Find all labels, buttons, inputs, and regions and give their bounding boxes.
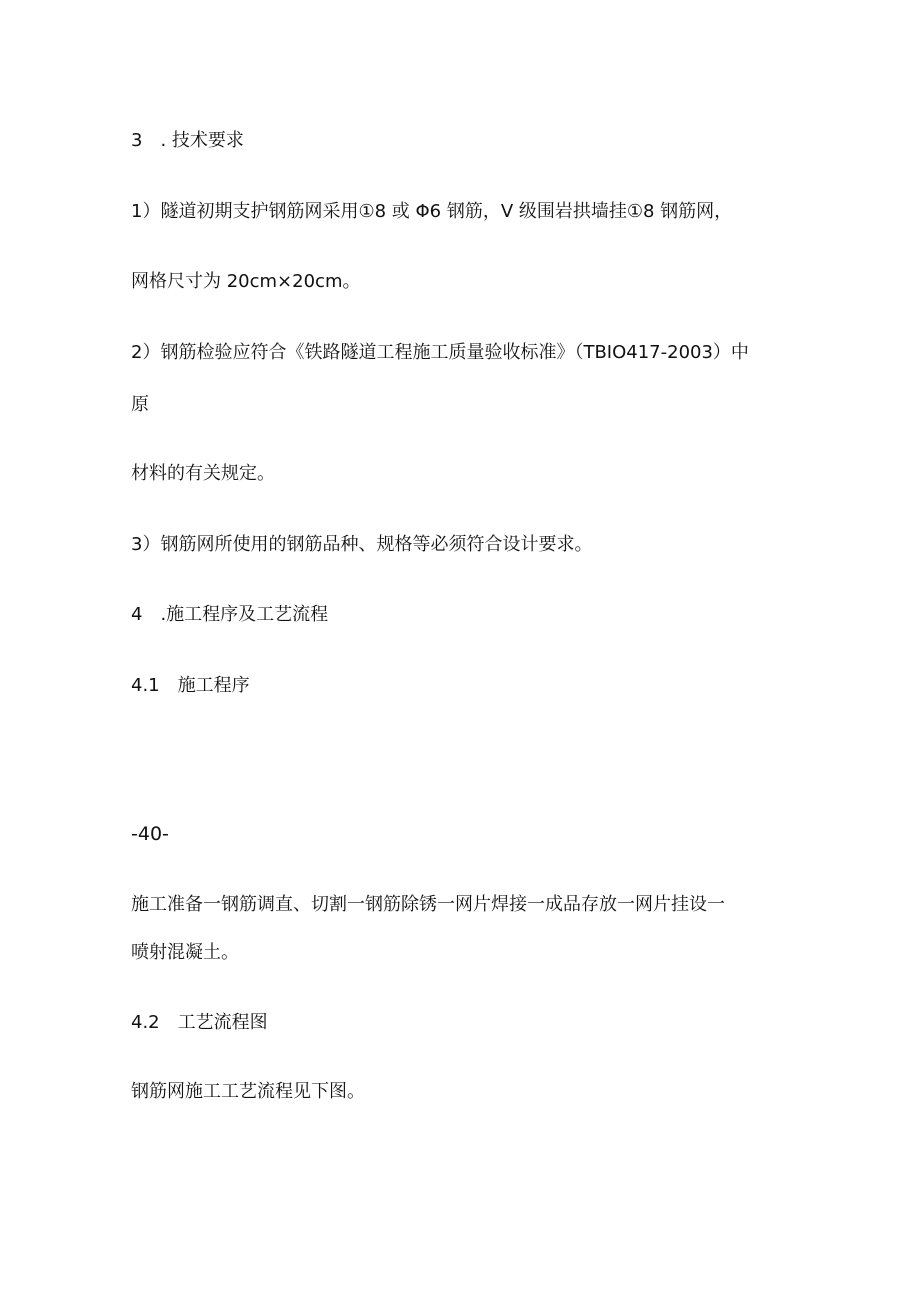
section-4-heading: 4 .施工程序及工艺流程	[131, 604, 329, 625]
section-4-1-heading: 4.1 施工程序	[131, 675, 250, 696]
requirement-1-line-2: 网格尺寸为 20cm×20cm。	[131, 271, 361, 292]
procedure-line-2: 喷射混凝土。	[131, 942, 239, 963]
requirement-1-line-1: 1）隧道初期支护钢筋网采用①8 或 Φ6 钢筋，V 级围岩拱墙挂①8 钢筋网，	[131, 201, 733, 222]
requirement-2-line-1: 2）钢筋检验应符合《铁路隧道工程施工质量验收标准》（TBIO417-2003）中	[131, 342, 749, 363]
requirement-3-line: 3）钢筋网所使用的钢筋品种、规格等必须符合设计要求。	[131, 534, 593, 555]
page-number: -40-	[131, 823, 169, 845]
requirement-2-line-3: 材料的有关规定。	[131, 463, 275, 484]
requirement-2-line-2: 原	[131, 394, 149, 415]
section-3-heading: 3 . 技术要求	[131, 130, 244, 151]
section-4-2-heading: 4.2 工艺流程图	[131, 1012, 268, 1033]
flowchart-reference-line: 钢筋网施工工艺流程见下图。	[131, 1081, 365, 1102]
procedure-line-1: 施工准备一钢筋调直、切割一钢筋除锈一网片焊接一成品存放一网片挂设一	[131, 894, 725, 915]
